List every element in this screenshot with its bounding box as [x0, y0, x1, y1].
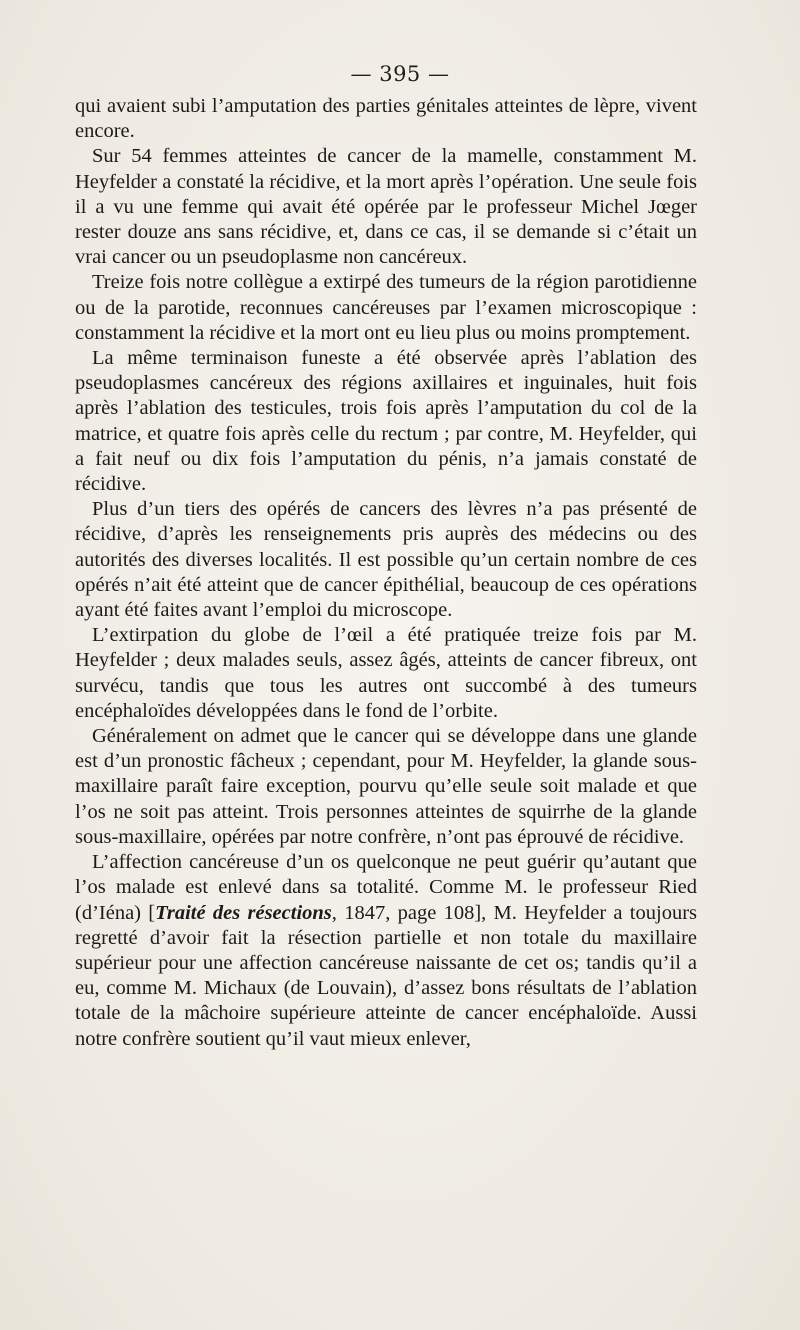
paragraph-parotid: Treize fois notre collègue a extirpé des tumeurs de la région parotidienne ou de la parotide, reconnues cancéreuses par l’examen microscopique : constamment la récidive et la mort ont eu lieu plus ou moins promptement. — [75, 271, 697, 344]
page-number: — 395 — — [350, 62, 450, 86]
paragraph-bone-cancer — [75, 850, 697, 1052]
paragraph-other-ablations: La même terminaison funeste a été observée après l’ablation des pseudoplasmes cancéreux des régions axillaires et inguinales, huit fois après l’ablation des testicules, trois fois après l’amputation du col de la matrice, et quatre fois après celle du rectum ; par contre, M. Heyfelder, qui a fait neuf ou dix fois l’amputation du pénis, n’a jamais constaté de récidive. — [75, 347, 697, 496]
paragraph-lip-cancer: Plus d’un tiers des opérés de cancers des lèvres n’a pas présenté de récidive, d’après les renseignements pris auprès des médecins ou des autorités des diverses localités. Il est possible qu’un certain nombre de ces opérés n’ait été atteint que de cancer épithélial, beaucoup de ces opérations ayant été faites avant l’emploi du microscope. — [75, 498, 697, 622]
body-text — [75, 94, 697, 1052]
paragraph-bone-cancer-start: L’affection cancéreuse d’un os quelconque ne peut guérir qu’autant que l’os malade est enlevé dans sa totalité. Comme M. le professeur Ried (d’Iéna) [ — [75, 851, 697, 924]
paragraph-continuation: qui avaient subi l’amputation des parties génitales atteintes de lèpre, vivent encore. — [75, 95, 697, 143]
paragraph-gland-cancer: Généralement on admet que le cancer qui se développe dans une glande est d’un pronostic fâcheux ; cependant, pour M. Heyfelder, la glande sous-maxillaire paraît faire exception, pourvu qu’elle seule soit malade et que l’os ne soit pas atteint. Trois personnes atteintes de squirrhe de la glande sous-maxillaire, opérées par notre confrère, n’ont pas éprouvé de récidive. — [75, 725, 697, 848]
reference-title: Traité des résections — [155, 901, 332, 924]
paragraph-bone-cancer-end: , 1847, page 108], M. Heyfelder a toujours regretté d’avoir fait la résection partielle et non totale du maxillaire supérieur pour une affection cancéreuse naissante de cet os; tandis qu’il a eu, comme M. Michaux (de Louvain), d’assez bons résultats de l’ablation totale de la mâchoire supérieure atteinte de cancer encéphaloïde. Aussi notre confrère soutient qu’il vaut mieux enlever, — [75, 901, 698, 1050]
paragraph-breast-cancer: Sur 54 femmes atteintes de cancer de la mamelle, constamment M. Heyfelder a constaté la récidive, et la mort après l’opération. Une seule fois il a vu une femme qui avait été opérée par le professeur Michel Jœger rester douze ans sans récidive, et, dans ce cas, il se demande si c’était un vrai cancer ou un pseudoplasme non cancéreux. — [75, 145, 697, 269]
paragraph-eye-extirpation: L’extirpation du globe de l’œil a été pratiquée treize fois par M. Heyfelder ; deux malades seuls, assez âgés, atteints de cancer fibreux, ont survécu, tandis que tous les autres ont succombé à des tumeurs encéphaloïdes développées dans le fond de l’orbite. — [75, 624, 697, 722]
